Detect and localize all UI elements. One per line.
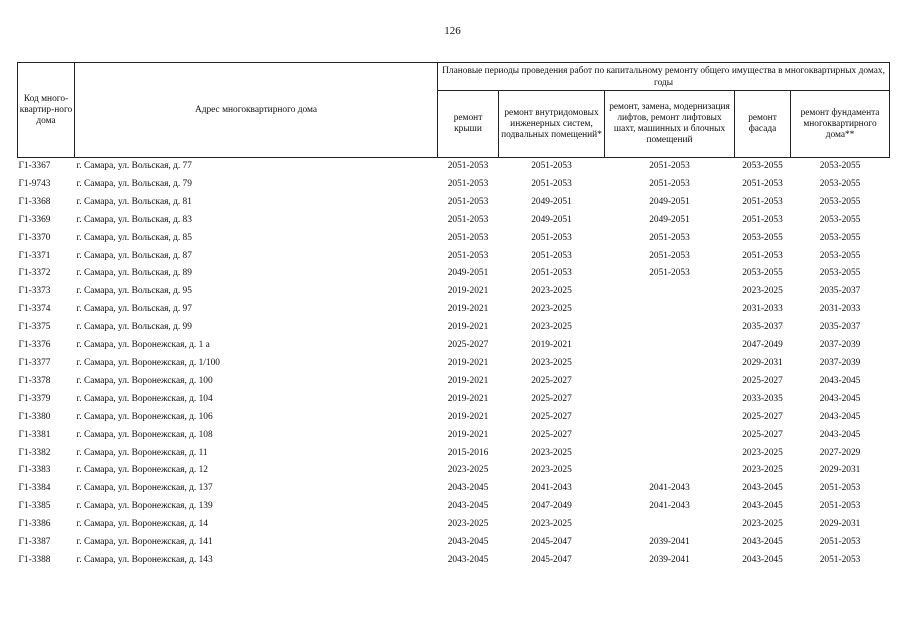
cell-address: г. Самара, ул. Воронежская, д. 139 (76, 501, 213, 512)
cell-facade: 2043-2045 (742, 554, 783, 565)
cell-foundation: 2053-2055 (819, 268, 861, 279)
cell-code: Г1-3382 (18, 447, 51, 458)
cell-foundation: 2053-2055 (819, 232, 861, 243)
cell-address: г. Самара, ул. Воронежская, д. 1/100 (76, 357, 220, 368)
cell-facade: 2031-2033 (742, 304, 783, 315)
cell-engineering: 2047-2049 (531, 501, 572, 512)
cell-foundation: 2051-2053 (819, 483, 861, 494)
cell-roof: 2019-2021 (447, 322, 489, 333)
cell-foundation: 2037-2039 (819, 357, 861, 368)
cell-facade: 2043-2045 (742, 483, 783, 494)
cell-engineering: 2049-2051 (531, 214, 572, 225)
cell-roof: 2051-2053 (447, 196, 489, 207)
cell-code: Г1-3387 (18, 537, 51, 548)
cell-elevator (605, 516, 735, 534)
table-row (18, 176, 890, 194)
cell-roof: 2043-2045 (447, 483, 489, 494)
cell-elevator: 2051-2053 (649, 250, 690, 261)
cell-address: г. Самара, ул. Воронежская, д. 1 а (76, 340, 210, 351)
table-row (18, 212, 890, 230)
cell-engineering: 2023-2025 (531, 322, 572, 333)
cell-elevator (605, 301, 735, 319)
table-row (18, 319, 890, 337)
cell-engineering: 2025-2027 (531, 429, 572, 440)
cell-foundation: 2029-2031 (819, 465, 861, 476)
cell-engineering: 2051-2053 (531, 232, 572, 243)
header-group: Плановые периоды проведения работ по капитальному ремонту общего имущества в многоквартирных домах, годы (438, 63, 890, 91)
cell-elevator: 2039-2041 (649, 554, 690, 565)
header-elevator: ремонт, замена, модернизация лифтов, ремонт лифтовых шахт, машинных и блочных помещений (605, 91, 735, 158)
table-row (18, 480, 890, 498)
cell-elevator: 2039-2041 (649, 537, 690, 548)
cell-engineering: 2045-2047 (531, 554, 572, 565)
table-row (18, 498, 890, 516)
cell-code: Г1-3367 (18, 158, 75, 176)
cell-roof: 2051-2053 (447, 250, 489, 261)
cell-engineering: 2051-2053 (531, 250, 572, 261)
table-row (18, 534, 890, 552)
cell-address: г. Самара, ул. Воронежская, д. 137 (76, 483, 213, 494)
table-row (18, 248, 890, 266)
cell-address: г. Самара, ул. Воронежская, д. 100 (76, 375, 213, 386)
cell-elevator: 2051-2053 (605, 158, 735, 176)
cell-facade: 2023-2025 (742, 519, 783, 530)
cell-elevator (605, 445, 735, 463)
cell-roof: 2051-2053 (447, 232, 489, 243)
table-row (18, 158, 890, 176)
cell-engineering: 2023-2025 (531, 447, 572, 458)
cell-foundation: 2035-2037 (819, 286, 861, 297)
cell-facade: 2051-2053 (742, 178, 783, 189)
table-row (18, 265, 890, 283)
cell-address: г. Самара, ул. Воронежская, д. 143 (76, 554, 213, 565)
cell-address: г. Самара, ул. Воронежская, д. 108 (76, 429, 213, 440)
cell-roof: 2019-2021 (447, 304, 489, 315)
cell-roof: 2025-2027 (447, 340, 489, 351)
cell-foundation: 2043-2045 (819, 375, 861, 386)
cell-code: Г1-3371 (18, 250, 51, 261)
table-header (18, 63, 890, 158)
cell-address: г. Самара, ул. Вольская, д. 87 (76, 250, 192, 261)
table-row (18, 301, 890, 319)
table-row (18, 462, 890, 480)
cell-elevator: 2051-2053 (649, 232, 690, 243)
cell-roof: 2043-2045 (447, 537, 489, 548)
cell-foundation: 2051-2053 (819, 501, 861, 512)
cell-code: Г1-3386 (18, 519, 51, 530)
cell-code: Г1-3370 (18, 232, 51, 243)
capital-repair-table (17, 62, 890, 570)
cell-engineering: 2025-2027 (531, 411, 572, 422)
cell-engineering: 2023-2025 (531, 519, 572, 530)
cell-facade: 2023-2025 (742, 465, 783, 476)
cell-engineering: 2025-2027 (531, 375, 572, 386)
cell-foundation: 2037-2039 (819, 340, 861, 351)
cell-code: Г1-3368 (18, 196, 51, 207)
cell-address: г. Самара, ул. Вольская, д. 85 (76, 232, 192, 243)
cell-code: Г1-3374 (18, 304, 51, 315)
cell-engineering: 2051-2053 (499, 158, 605, 176)
cell-roof: 2043-2045 (447, 501, 489, 512)
cell-engineering: 2045-2047 (531, 537, 572, 548)
cell-code: Г1-3375 (18, 322, 51, 333)
cell-facade: 2051-2053 (742, 214, 783, 225)
cell-elevator: 2041-2043 (649, 483, 690, 494)
table-row (18, 194, 890, 212)
cell-engineering: 2023-2025 (531, 357, 572, 368)
cell-foundation: 2029-2031 (819, 519, 861, 530)
cell-foundation: 2053-2055 (819, 196, 861, 207)
cell-foundation: 2043-2045 (819, 411, 861, 422)
cell-foundation: 2051-2053 (819, 554, 861, 565)
cell-roof: 2023-2025 (447, 465, 489, 476)
cell-foundation: 2043-2045 (819, 429, 861, 440)
table-row (18, 373, 890, 391)
cell-address: г. Самара, ул. Воронежская, д. 14 (76, 519, 208, 530)
cell-roof: 2019-2021 (447, 411, 489, 422)
cell-facade: 2043-2045 (742, 537, 783, 548)
cell-facade: 2051-2053 (742, 250, 783, 261)
cell-engineering: 2041-2043 (531, 483, 572, 494)
cell-elevator (605, 462, 735, 480)
table-row (18, 409, 890, 427)
cell-facade: 2025-2027 (742, 411, 783, 422)
header-roof: ремонт крыши (438, 91, 499, 158)
table-row (18, 355, 890, 373)
cell-code: Г1-3379 (18, 393, 51, 404)
table-row (18, 427, 890, 445)
cell-foundation: 2053-2055 (791, 158, 890, 176)
cell-elevator: 2051-2053 (649, 268, 690, 279)
cell-roof: 2019-2021 (447, 375, 489, 386)
cell-engineering: 2051-2053 (531, 178, 572, 189)
table-row (18, 552, 890, 570)
cell-facade: 2043-2045 (742, 501, 783, 512)
cell-code: Г1-3383 (18, 465, 51, 476)
cell-code: Г1-3377 (18, 357, 51, 368)
cell-engineering: 2023-2025 (531, 465, 572, 476)
cell-facade: 2033-2035 (742, 393, 783, 404)
cell-foundation: 2043-2045 (819, 393, 861, 404)
cell-elevator (605, 373, 735, 391)
cell-code: Г1-3381 (18, 429, 51, 440)
cell-roof: 2015-2016 (447, 447, 489, 458)
page-number: 126 (444, 25, 461, 37)
cell-address: г. Самара, ул. Воронежская, д. 104 (76, 393, 213, 404)
cell-foundation: 2053-2055 (819, 214, 861, 225)
cell-engineering: 2049-2051 (531, 196, 572, 207)
cell-roof: 2043-2045 (447, 554, 489, 565)
cell-facade: 2029-2031 (742, 357, 783, 368)
cell-facade: 2047-2049 (742, 340, 783, 351)
cell-foundation: 2051-2053 (819, 537, 861, 548)
cell-code: Г1-3369 (18, 214, 51, 225)
cell-roof: 2019-2021 (447, 357, 489, 368)
cell-code: Г1-3372 (18, 268, 51, 279)
cell-foundation: 2031-2033 (819, 304, 861, 315)
cell-code: Г1-3384 (18, 483, 51, 494)
cell-facade: 2053-2055 (742, 232, 783, 243)
cell-code: Г1-3378 (18, 375, 51, 386)
cell-elevator (605, 319, 735, 337)
cell-address: г. Самара, ул. Вольская, д. 81 (76, 196, 192, 207)
cell-engineering: 2023-2025 (531, 286, 572, 297)
cell-roof: 2049-2051 (447, 268, 489, 279)
cell-engineering: 2025-2027 (531, 393, 572, 404)
cell-engineering: 2051-2053 (531, 268, 572, 279)
cell-address: г. Самара, ул. Воронежская, д. 141 (76, 537, 213, 548)
header-address: Адрес многоквартирного дома (75, 63, 438, 158)
cell-elevator: 2041-2043 (649, 501, 690, 512)
cell-address: г. Самара, ул. Воронежская, д. 11 (76, 447, 208, 458)
cell-elevator: 2049-2051 (649, 214, 690, 225)
cell-roof: 2023-2025 (447, 519, 489, 530)
cell-facade: 2051-2053 (742, 196, 783, 207)
table-row (18, 391, 890, 409)
table-body (18, 158, 890, 570)
cell-elevator (605, 409, 735, 427)
cell-facade: 2025-2027 (742, 429, 783, 440)
cell-elevator (605, 283, 735, 301)
cell-roof: 2019-2021 (447, 393, 489, 404)
cell-engineering: 2023-2025 (531, 304, 572, 315)
table-row (18, 445, 890, 463)
cell-address: г. Самара, ул. Вольская, д. 79 (76, 178, 192, 189)
cell-foundation: 2053-2055 (819, 250, 861, 261)
cell-address: г. Самара, ул. Вольская, д. 97 (76, 304, 192, 315)
cell-address: г. Самара, ул. Воронежская, д. 106 (76, 411, 213, 422)
cell-roof: 2051-2053 (438, 158, 499, 176)
table-row (18, 283, 890, 301)
cell-code: Г1-3380 (18, 411, 51, 422)
cell-roof: 2051-2053 (447, 178, 489, 189)
table-row (18, 337, 890, 355)
cell-address: г. Самара, ул. Вольская, д. 83 (76, 214, 192, 225)
header-foundation: ремонт фундамента многоквартирного дома** (791, 91, 890, 158)
cell-facade: 2023-2025 (742, 286, 783, 297)
table-row (18, 230, 890, 248)
cell-code: Г1-9743 (18, 178, 51, 189)
cell-roof: 2051-2053 (447, 214, 489, 225)
cell-facade: 2035-2037 (742, 322, 783, 333)
cell-foundation: 2035-2037 (819, 322, 861, 333)
cell-roof: 2019-2021 (447, 286, 489, 297)
cell-engineering: 2019-2021 (531, 340, 572, 351)
cell-elevator (605, 337, 735, 355)
cell-facade: 2053-2055 (742, 268, 783, 279)
cell-code: Г1-3373 (18, 286, 51, 297)
cell-roof: 2019-2021 (447, 429, 489, 440)
cell-facade: 2025-2027 (742, 375, 783, 386)
cell-code: Г1-3388 (18, 554, 51, 565)
cell-code: Г1-3376 (18, 340, 51, 351)
cell-facade: 2023-2025 (742, 447, 783, 458)
cell-elevator (605, 427, 735, 445)
cell-facade: 2053-2055 (735, 158, 791, 176)
cell-elevator: 2049-2051 (649, 196, 690, 207)
table-row (18, 516, 890, 534)
header-engineering: ремонт внутридомовых инженерных систем, подвальных помещений* (499, 91, 605, 158)
cell-elevator (605, 355, 735, 373)
cell-address: г. Самара, ул. Вольская, д. 77 (75, 158, 438, 176)
cell-elevator (605, 391, 735, 409)
cell-foundation: 2027-2029 (819, 447, 861, 458)
cell-address: г. Самара, ул. Воронежская, д. 12 (76, 465, 208, 476)
header-code: Код много-квартир-ного дома (18, 63, 75, 158)
cell-code: Г1-3385 (18, 501, 51, 512)
cell-foundation: 2053-2055 (819, 178, 861, 189)
cell-elevator: 2051-2053 (649, 178, 690, 189)
header-facade: ремонт фасада (735, 91, 791, 158)
cell-address: г. Самара, ул. Вольская, д. 89 (76, 268, 192, 279)
cell-address: г. Самара, ул. Вольская, д. 95 (76, 286, 192, 297)
cell-address: г. Самара, ул. Вольская, д. 99 (76, 322, 192, 333)
